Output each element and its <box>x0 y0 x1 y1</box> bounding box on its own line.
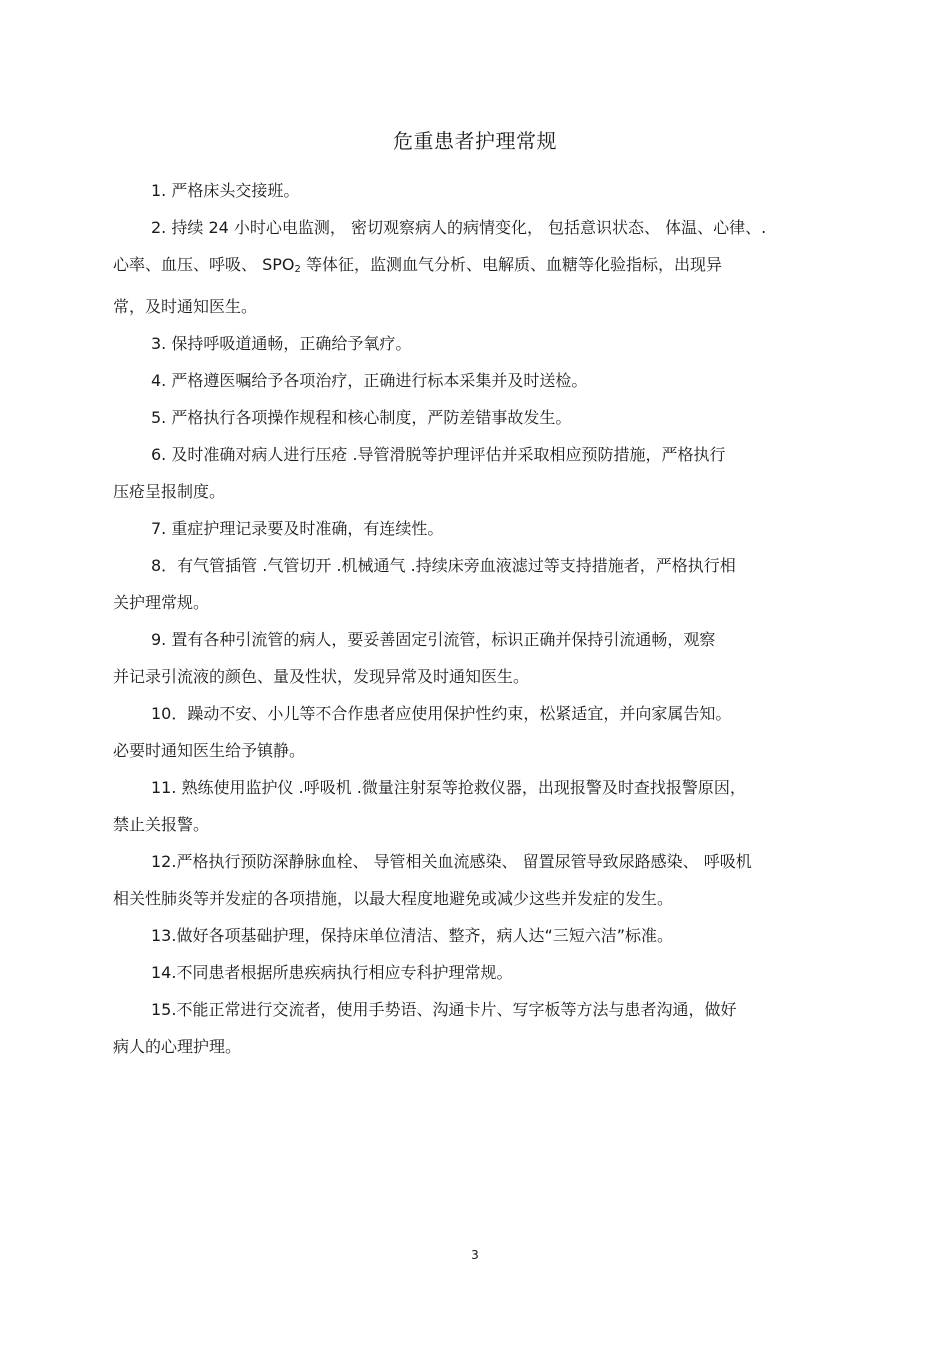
item-line: 必要时通知医生给予镇静。 <box>113 741 306 760</box>
list-item-7 <box>113 510 843 547</box>
item-line: 12.严格执行预防深静脉血栓、 导管相关血流感染、 留置尿管导致尿路感染、 呼吸机 <box>151 852 752 871</box>
list-item-2 <box>113 209 843 325</box>
list-item-5 <box>113 399 843 436</box>
item-line <box>113 246 843 288</box>
document-body <box>113 172 843 1065</box>
subscript-text: 2 <box>294 264 301 275</box>
item-line: 14.不同患者根据所患疾病执行相应专科护理常规。 <box>151 963 513 982</box>
list-item-4 <box>113 362 843 399</box>
item-line: 病人的心理护理。 <box>113 1037 242 1056</box>
item-line: 11. 熟练使用监护仪 .呼吸机 .微量注射泵等抢救仪器，出现报警及时查找报警原因， <box>151 778 746 797</box>
item-line: 禁止关报警。 <box>113 815 210 834</box>
list-item-15 <box>113 991 843 1065</box>
document-title: 危重患者护理常规 <box>393 129 557 153</box>
item-line-text: 心率、血压、呼吸、 SPO <box>113 255 295 274</box>
list-item-8 <box>113 547 843 621</box>
list-item-11 <box>113 769 843 843</box>
item-line: 10．躁动不安、小儿等不合作患者应使用保护性约束，松紧适宜，并向家属告知。 <box>151 704 732 723</box>
item-line: 7. 重症护理记录要及时准确，有连续性。 <box>151 519 444 538</box>
item-line: 9. 置有各种引流管的病人，要妥善固定引流管，标识正确并保持引流通畅，观察 <box>151 630 716 649</box>
item-line: 2. 持续 24 小时心电监测， 密切观察病人的病情变化， 包括意识状态、 体温、心律、. <box>151 218 767 237</box>
list-item-13 <box>113 917 843 954</box>
list-item-12 <box>113 843 843 917</box>
item-line: 15.不能正常进行交流者，使用手势语、沟通卡片、写字板等方法与患者沟通，做好 <box>151 1000 737 1019</box>
list-item-3 <box>113 325 843 362</box>
item-line: 关护理常规。 <box>113 593 210 612</box>
item-line: 并记录引流液的颜色、量及性状，发现异常及时通知医生。 <box>113 667 530 686</box>
item-line: 6. 及时准确对病人进行压疮 .导管滑脱等护理评估并采取相应预防措施，严格执行 <box>151 445 726 464</box>
item-line: 1. 严格床头交接班。 <box>151 181 300 200</box>
item-line: 5. 严格执行各项操作规程和核心制度，严防差错事故发生。 <box>151 408 572 427</box>
item-line: 4. 严格遵医嘱给予各项治疗，正确进行标本采集并及时送检。 <box>151 371 588 390</box>
list-item-9 <box>113 621 843 695</box>
item-line-text: 等体征，监测血气分析、电解质、血糖等化验指标，出现异 <box>300 255 722 274</box>
item-line: 相关性肺炎等并发症的各项措施，以最大程度地避免或减少这些并发症的发生。 <box>113 889 674 908</box>
item-line: 3. 保持呼吸道通畅，正确给予氧疗。 <box>151 334 412 353</box>
item-line: 8．有气管插管 .气管切开 .机械通气 .持续床旁血液滤过等支持措施者，严格执行相 <box>151 556 736 575</box>
item-line: 常，及时通知医生。 <box>113 297 258 316</box>
page-number: 3 <box>471 1248 479 1262</box>
list-item-6 <box>113 436 843 510</box>
item-line: 压疮呈报制度。 <box>113 482 226 501</box>
list-item-14 <box>113 954 843 991</box>
list-item-10 <box>113 695 843 769</box>
list-item-1 <box>113 172 843 209</box>
item-line: 13.做好各项基础护理，保持床单位清洁、整齐，病人达“三短六洁”标准。 <box>151 926 674 945</box>
